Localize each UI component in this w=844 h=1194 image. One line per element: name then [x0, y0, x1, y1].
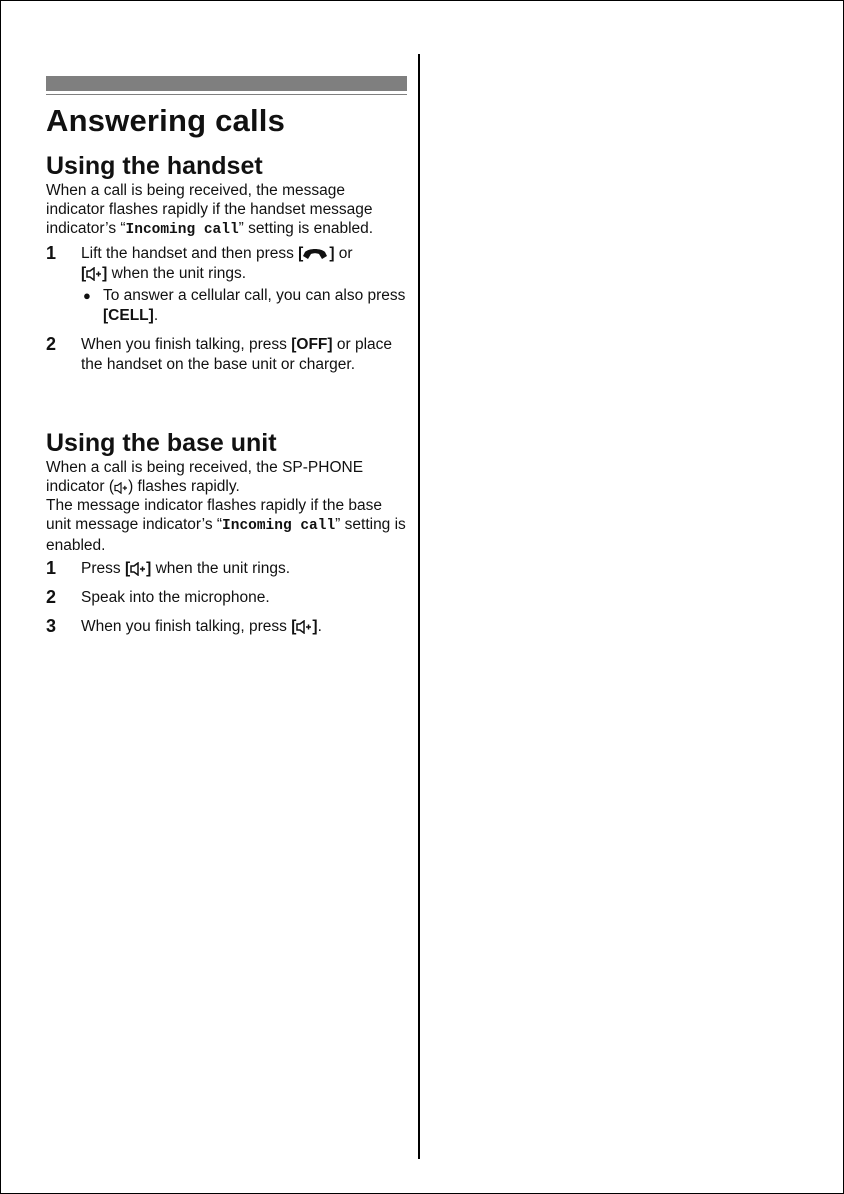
- speaker-key: [ ]: [81, 265, 108, 282]
- speakerphone-icon: [86, 267, 102, 281]
- step-text-a: Press: [81, 560, 125, 577]
- off-key-label: OFF: [296, 336, 328, 353]
- base-step-1: [46, 559, 407, 579]
- note-text-a: To answer a cellular call, you can also press: [103, 287, 406, 304]
- base-heading: Using the base unit: [46, 429, 277, 457]
- handset-step-1-note: [81, 286, 407, 326]
- handset-intro: [46, 181, 407, 240]
- handset-intro-code: Incoming call: [125, 222, 239, 238]
- section-band-rule: [46, 94, 407, 95]
- base-step-3: [46, 617, 407, 637]
- base-step-2: [46, 588, 407, 608]
- handset-talk-icon: [303, 247, 329, 261]
- step-number: 2: [46, 334, 57, 354]
- step-text-b: or: [334, 245, 353, 262]
- step-text-c: when the unit rings.: [107, 265, 247, 282]
- handset-step-1: [46, 244, 407, 326]
- column-divider: [418, 54, 420, 1159]
- speakerphone-icon: [296, 620, 312, 634]
- cell-key: [CELL]: [103, 307, 154, 324]
- step-text-b: when the unit rings.: [151, 560, 291, 577]
- section-band: [46, 76, 407, 91]
- bullet-icon: ●: [83, 288, 91, 303]
- step-number: 2: [46, 587, 57, 607]
- step-text-b: .: [317, 618, 322, 635]
- handset-steps: [46, 244, 407, 375]
- base-intro-text-d: ” setting is enabled.: [46, 516, 406, 554]
- handset-intro-text-b: ” setting is enabled.: [238, 220, 374, 237]
- speaker-key: [ ]: [291, 618, 318, 635]
- base-steps: [46, 559, 407, 637]
- speakerphone-icon: [130, 562, 146, 576]
- speaker-key: [ ]: [124, 560, 152, 577]
- step-number: 1: [46, 243, 57, 263]
- cell-key-label: CELL: [108, 307, 149, 324]
- note-text-b: .: [153, 307, 159, 324]
- step-text-b: or place the handset on the base unit or charger.: [81, 336, 393, 373]
- left-column: [46, 76, 407, 646]
- handset-step-2: [46, 335, 407, 375]
- base-intro-text-b: ) flashes rapidly.: [128, 478, 240, 495]
- handset-intro-text-a: When a call is being received, the message indicator flashes rapidly if the handset message indicator’s “: [46, 182, 373, 237]
- base-intro-text-a: When a call is being received, the SP-PHONE indicator (: [46, 459, 364, 495]
- off-key: [OFF]: [291, 336, 333, 353]
- base-intro: [46, 458, 407, 555]
- step-number: 1: [46, 558, 57, 578]
- section-title: Answering calls: [46, 103, 286, 138]
- talk-key: [ ]: [298, 245, 335, 262]
- base-intro-code: Incoming call: [222, 518, 336, 534]
- step-text-a: Lift the handset and then press: [81, 245, 299, 262]
- base-intro-text-c: The message indicator flashes rapidly if the base unit message indicator’s “: [46, 497, 383, 533]
- step-text-a: When you finish talking, press: [81, 336, 292, 353]
- handset-heading: Using the handset: [46, 152, 263, 180]
- step-text-a: Speak into the microphone.: [81, 589, 270, 606]
- step-number: 3: [46, 616, 57, 636]
- step-text-a: When you finish talking, press: [81, 618, 292, 635]
- speakerphone-icon: [114, 482, 128, 494]
